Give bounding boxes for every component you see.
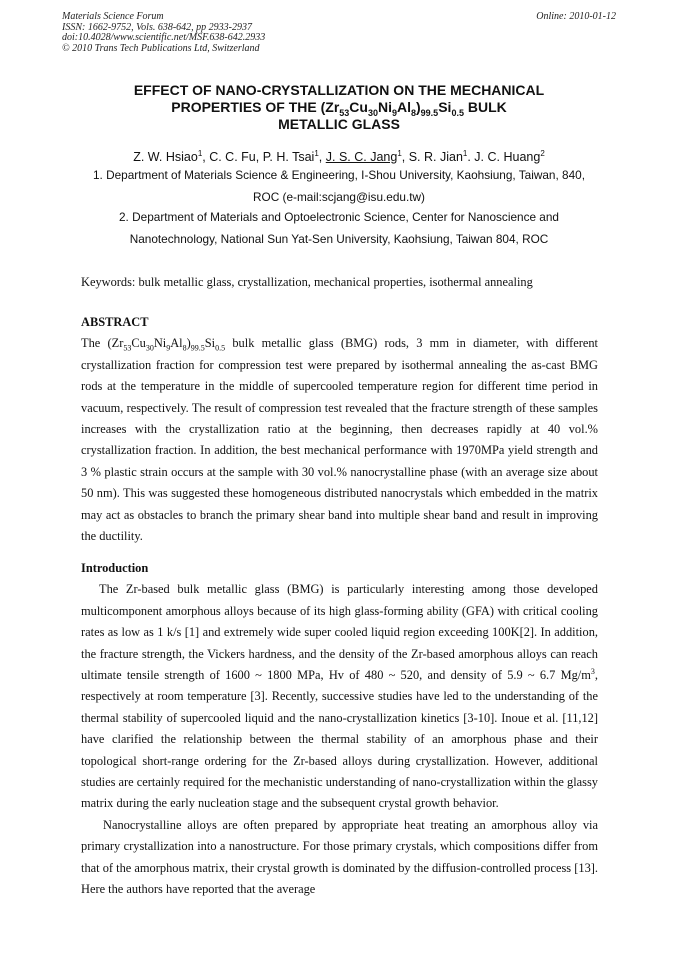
affiliation-1: 1. Department of Materials Science & Engineering, I-Shou University, Kaohsiung, Taiwan, 840, ROC (e-mail:scjang@isu.edu.tw) <box>92 168 586 204</box>
abstract-heading: ABSTRACT <box>81 315 149 329</box>
intro-paragraph-2: Nanocrystalline alloys are often prepared by appropriate heat treating an amorphous alloy via primary crystallization into a nanostructure. For those primary crystals, which compositions differ from that of the amorphous matrix, their crystal growth is dominated by the diffusion-controlled process [13]. Here the authors have reported that the average <box>81 817 598 897</box>
online-date: Online: 2010-01-12 <box>536 11 616 22</box>
title-line-2: PROPERTIES OF THE $(Zr_{53}Cu_{30}Ni_9Al_8)_{99.5}Si_{0.5}$ BULK <box>171 99 507 118</box>
copyright-line: © 2010 Trans Tech Publications Ltd, Switzerland <box>62 42 260 54</box>
abstract-section <box>81 312 598 547</box>
affiliation-2: 2. Department of Materials and Optoelectronic Science, Center for Nanoscience and Nanotechnology, National Sun Yat-Sen University, Kaohsiung, Taiwan 804, ROC <box>119 210 559 246</box>
journal-name: Materials Science Forum <box>62 11 164 22</box>
introduction-section <box>81 558 598 901</box>
title-line-1: EFFECT OF NANO-CRYSTALLIZATION ON THE MECHANICAL <box>133 82 545 98</box>
abstract-text: The $(Zr_{53}Cu_{30}Ni_9Al_8)_{99.5}Si_{0.5}$ bulk metallic glass (BMG) rods, 3 mm in diameter, with different crystallization fraction for compression test were prepared by isothermal annealing the as-cast BMG rods at the temperature in the middle of supercooled temperature region for different time period in vacuum, respectively. The result of compression test revealed that the fracture strength of these samples increases with the crystallization ratio at the beginning, then decreases rapidly at 40 vol.% crystallization fraction. In addition, the best mechanical performance with 1970MPa yield strength and 3 % plastic strain occurs at the sample with 30 vol.% nanocrystalline phase (with an average size about 50 nm). This was suggested these homogeneous distributed nanocrystals which embedded in the matrix may act as obstacles to branch the primary shear band into multiple shear band and result in improving the ductility. <box>81 336 598 544</box>
paper-title <box>60 82 618 133</box>
introduction-heading: Introduction <box>81 561 149 575</box>
journal-header <box>62 12 618 54</box>
issn-line: ISSN: 1662-9752, Vols. 638-642, pp 2933-2937 <box>62 21 252 33</box>
intro-paragraph-1: The Zr-based bulk metallic glass (BMG) is particularly interesting among those developed multicomponent amorphous alloys because of its high glass-forming ability (GFA) with critical cooling rates as low as 1 k/s [1] and extremely wide super cooled liquid region exceeding 100K[2]. In addition, the fracture strength, the Vickers hardness, and the density of the Zr-based amorphous alloys can reach ultimate tensile strength of 1600 ~ 1800 MPa, Hv of 480 ~ 520, and density of 5.9 ~ 6.7 $Mg/m^3$, respectively at room temperature [3]. Recently, successive studies have led to the understanding of the thermal stability of supercooled liquid and the nano-crystallization kinetics [3-10]. Inoue et al. [11,12] have clarified the relationship between the thermal stability of an amorphous phase and their topological short-range ordering for the Zr-based alloys during crystallization. However, additional studies are certainly required for the mechanistic understanding of nano-crystallization within the glassy matrix during the early nucleation stage and the subsequent crystal growth behavior. <box>81 582 598 811</box>
doi-line: doi:10.4028/www.scientific.net/MSF.638-642.2933 <box>62 32 266 43</box>
keywords: Keywords: bulk metallic glass, crystallization, mechanical properties, isothermal annealing <box>81 275 533 289</box>
corresponding-author: J. S. C. Jang <box>325 150 398 164</box>
title-line-3: METALLIC GLASS <box>278 116 400 132</box>
author-list: Z. W. Hsiao$^1$, C. C. Fu, P. H. Tsai$^1$, J. S. C. Jang$^1$, S. R. Jian$^1$. J. C. Huang$^2$ <box>133 148 545 164</box>
